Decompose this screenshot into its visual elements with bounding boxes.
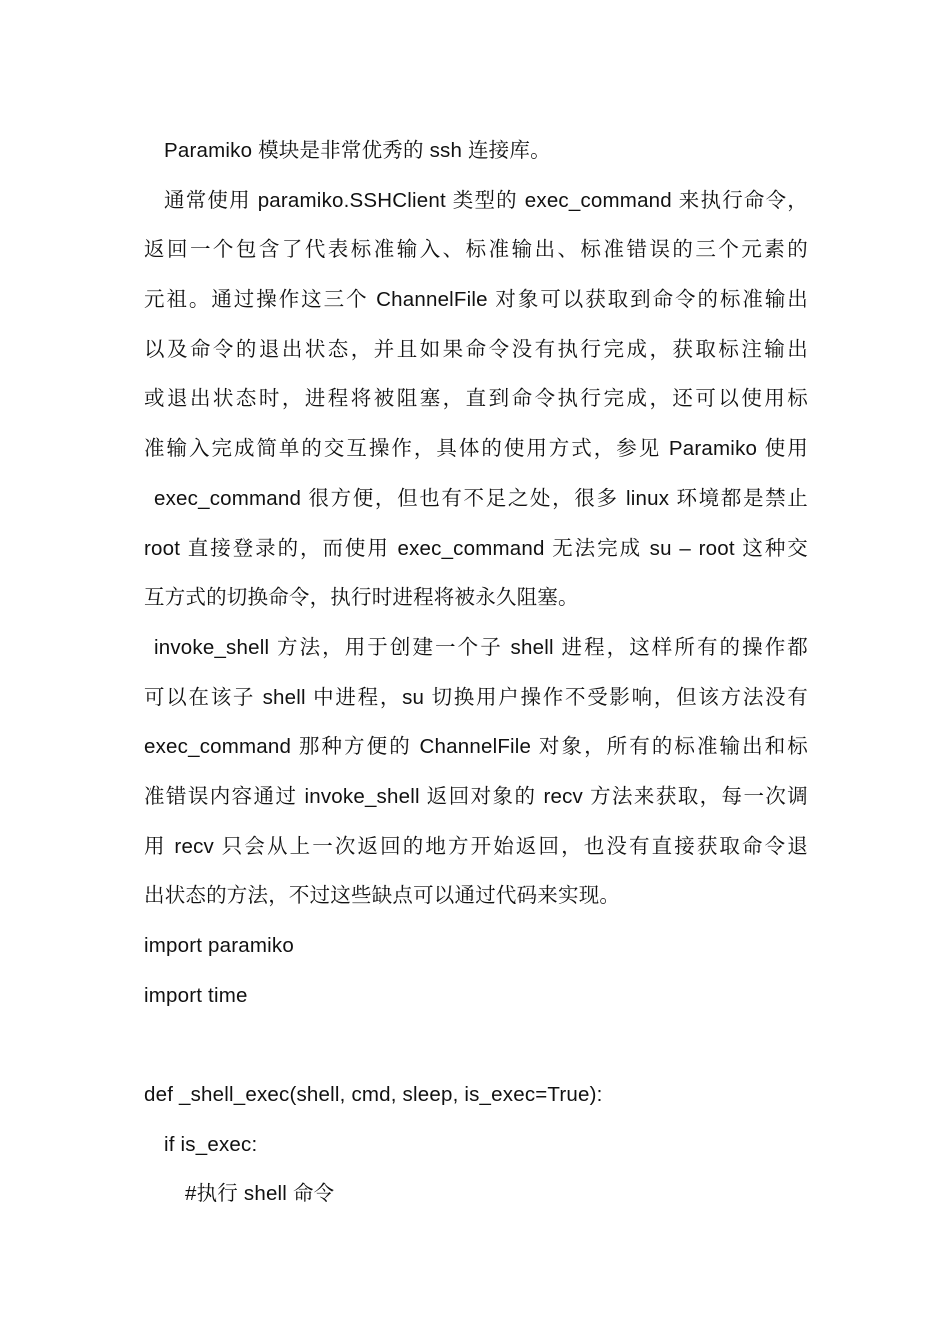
- paragraph-invoke-shell-line: 出状态的方法，不过这些缺点可以通过代码来实现。: [144, 884, 621, 908]
- document-body: [144, 126, 808, 1219]
- code-line-comment: #执行 shell 命令: [185, 1182, 335, 1206]
- paragraph-exec-command-line: 准输入完成简单的交互操作，具体的使用方式，参见 Paramiko 使用: [144, 437, 808, 461]
- paragraph-exec-command-line: 以及命令的退出状态，并且如果命令没有执行完成，获取标注输出: [144, 337, 808, 361]
- paragraph-invoke-shell-line: 可以在该子 shell 中进程，su 切换用户操作不受影响，但该方法没有: [144, 685, 808, 709]
- paragraph-invoke-shell-line: exec_command 那种方便的 ChannelFile 对象，所有的标准输出和标: [144, 735, 808, 759]
- paragraph-limitation-line: root 直接登录的，而使用 exec_command 无法完成 su – root 这种交: [144, 536, 808, 560]
- paragraph-invoke-shell-line: invoke_shell 方法，用于创建一个子 shell 进程，这样所有的操作都: [154, 635, 808, 659]
- code-line-if: if is_exec:: [164, 1132, 258, 1156]
- code-blank-line: [144, 1020, 808, 1070]
- paragraph-limitation-line: 互方式的切换命令，执行时进程将被永久阻塞。: [144, 586, 579, 610]
- paragraph-exec-command-line: 元祖。通过操作这三个 ChannelFile 对象可以获取到命令的标准输出: [144, 288, 808, 312]
- paragraph-exec-command-line: 或退出状态时，进程将被阻塞，直到命令执行完成，还可以使用标: [144, 387, 808, 411]
- paragraph-exec-command-line: 返回一个包含了代表标准输入、标准输出、标准错误的三个元素的: [144, 238, 808, 262]
- paragraph-limitation-line: exec_command 很方便，但也有不足之处，很多 linux 环境都是禁止: [154, 486, 808, 510]
- code-line-import-paramiko: import paramiko: [144, 934, 294, 957]
- paragraph-invoke-shell-line: 准错误内容通过 invoke_shell 返回对象的 recv 方法来获取，每一次调: [144, 784, 808, 808]
- paragraph-exec-command-line: 通常使用 paramiko.SSHClient 类型的 exec_command 来执行命令，: [164, 188, 808, 212]
- code-line-def: def _shell_exec(shell, cmd, sleep, is_exec=True):: [144, 1083, 603, 1107]
- paragraph-invoke-shell-line: 用 recv 只会从上一次返回的地方开始返回，也没有直接获取命令退: [144, 834, 808, 858]
- code-line-import-time: import time: [144, 983, 248, 1007]
- paragraph-intro: Paramiko 模块是非常优秀的 ssh 连接库。: [164, 139, 551, 162]
